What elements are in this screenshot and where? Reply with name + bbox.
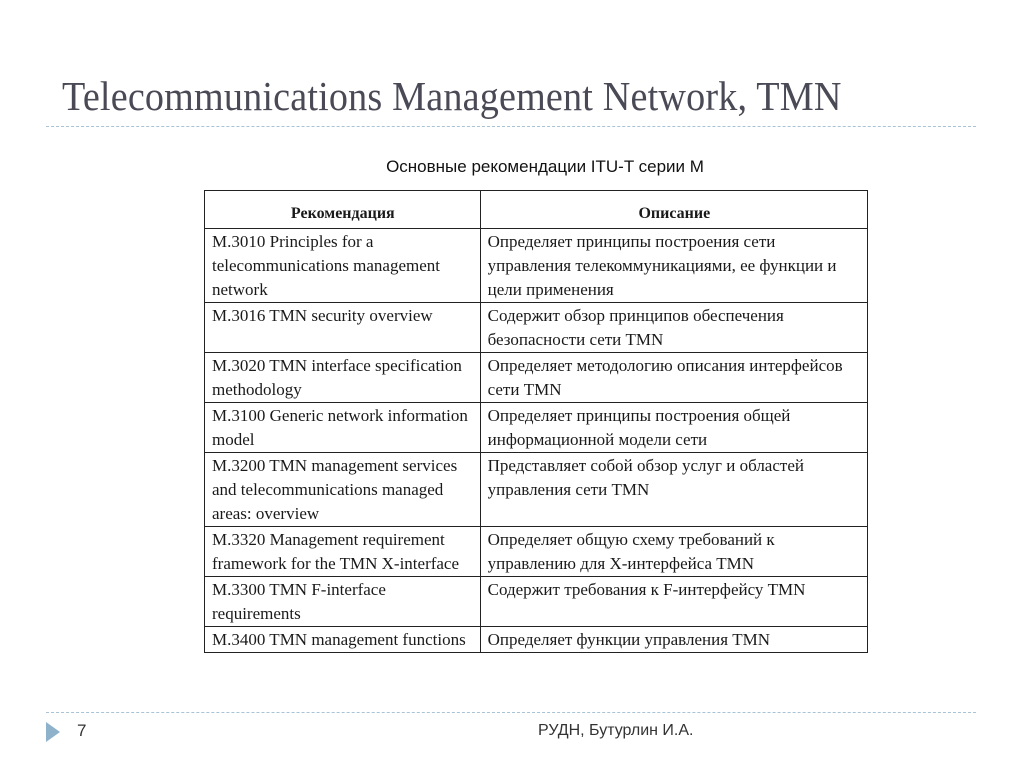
recommendation-cell: M.3200 TMN management services and telecommunications managed areas: overview [205,453,481,527]
description-cell: Определяет принципы построения сети управления телекоммуникациями, ее функции и цели применения [480,229,867,303]
recommendation-cell: M.3400 TMN management functions [205,627,481,653]
description-cell: Представляет собой обзор услуг и областей управления сети TMN [480,453,867,527]
recommendation-cell: M.3300 TMN F-interface requirements [205,577,481,627]
description-cell: Определяет функции управления TMN [480,627,867,653]
description-cell: Определяет методологию описания интерфейсов сети TMN [480,353,867,403]
description-cell: Содержит требования к F-интерфейсу TMN [480,577,867,627]
table-row [205,527,868,577]
table-header-row [205,191,868,229]
recommendation-cell: M.3020 TMN interface specification methodology [205,353,481,403]
recommendation-cell: M.3016 TMN security overview [205,303,481,353]
table-row [205,577,868,627]
triangle-right-icon [46,722,60,742]
recommendation-cell: M.3100 Generic network information model [205,403,481,453]
recommendations-table [204,190,868,653]
column-header-recommendation: Рекомендация [205,191,481,229]
table-caption: Основные рекомендации ITU-T серии M [386,157,704,176]
table-row [205,627,868,653]
table-row [205,453,868,527]
table-row [205,303,868,353]
table-row [205,403,868,453]
slide-title: Telecommunications Management Network, TMN [62,73,842,119]
page-number: 7 [77,721,87,740]
recommendation-cell: M.3320 Management requirement framework for the TMN X-interface [205,527,481,577]
column-header-description: Описание [480,191,867,229]
description-cell: Определяет принципы построения общей информационной модели сети [480,403,867,453]
title-divider [46,126,976,127]
description-cell: Определяет общую схему требований к управлению для X-интерфейса TMN [480,527,867,577]
recommendation-cell: M.3010 Principles for a telecommunications management network [205,229,481,303]
footer-divider [46,712,976,713]
table-row [205,353,868,403]
description-cell: Содержит обзор принципов обеспечения безопасности сети TMN [480,303,867,353]
footer-author: РУДН, Бутурлин И.А. [538,722,694,739]
table-row [205,229,868,303]
